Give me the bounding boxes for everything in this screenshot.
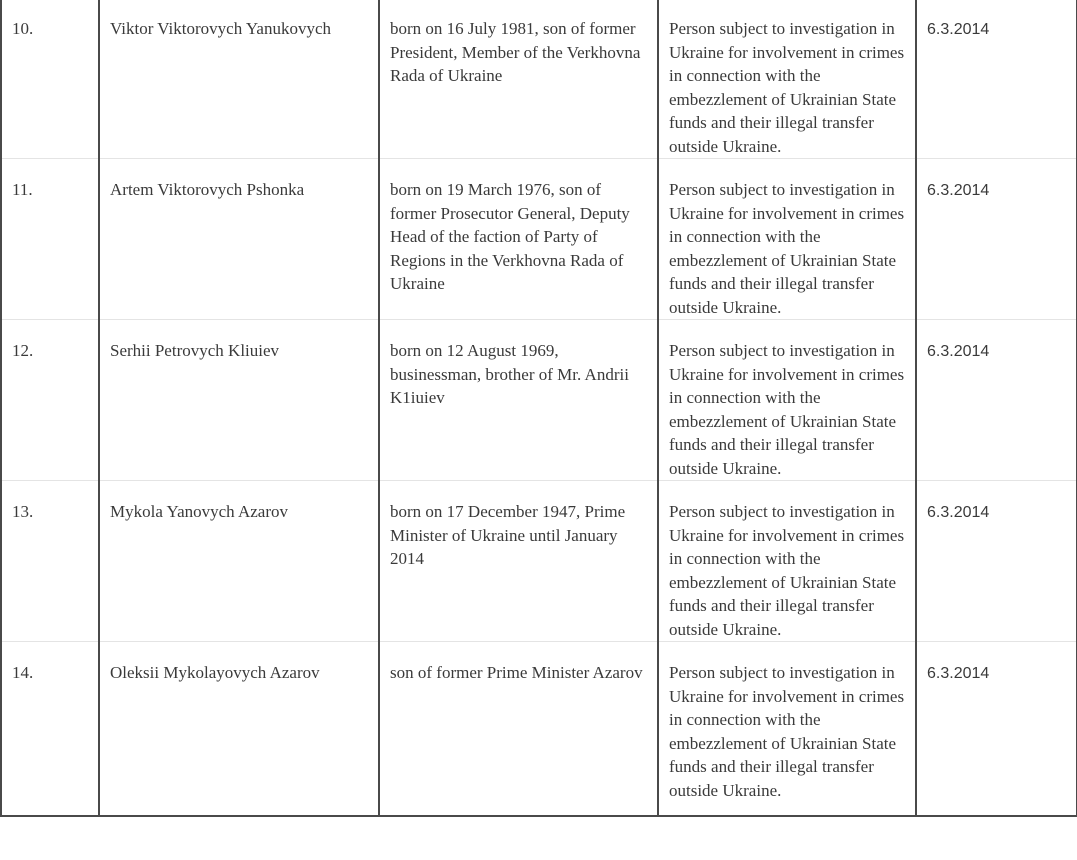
- listing-date-cell: [916, 159, 1077, 320]
- table-row: [1, 642, 1077, 816]
- listing-date-cell: [916, 481, 1077, 642]
- table-row: [1, 159, 1077, 320]
- table-row: [1, 320, 1077, 481]
- table-row: [1, 0, 1077, 159]
- reasons-cell: Person subject to investigation in Ukraine for involvement in crimes in connection with the embezzlement of Ukrainian State funds and their illegal transfer outside Ukraine.: [658, 320, 916, 481]
- person-name-cell: Viktor Viktorovych Yanukovych: [99, 0, 379, 159]
- listing-date-cell: [916, 320, 1077, 481]
- table-row: [1, 481, 1077, 642]
- person-name-cell: Artem Viktorovych Pshonka: [99, 159, 379, 320]
- row-number-cell: 10.: [1, 0, 99, 159]
- row-number-cell: 11.: [1, 159, 99, 320]
- identifying-info-cell: born on 19 March 1976, son of former Prosecutor General, Deputy Head of the faction of Party of Regions in the Verkhovna Rada of Ukraine: [379, 159, 658, 320]
- reasons-cell: Person subject to investigation in Ukraine for involvement in crimes in connection with the embezzlement of Ukrainian State funds and their illegal transfer outside Ukraine.: [658, 642, 916, 816]
- row-number-cell: 13.: [1, 481, 99, 642]
- listing-date: 6.3.2014: [927, 182, 990, 199]
- reasons-cell: Person subject to investigation in Ukraine for involvement in crimes in connection with the embezzlement of Ukrainian State funds and their illegal transfer outside Ukraine.: [658, 159, 916, 320]
- identifying-info-cell: born on 17 December 1947, Prime Minister of Ukraine until January 2014: [379, 481, 658, 642]
- listing-date: 6.3.2014: [927, 343, 990, 360]
- person-name-cell: Oleksii Mykolayovych Azarov: [99, 642, 379, 816]
- listing-date-cell: [916, 0, 1077, 159]
- listing-date: 6.3.2014: [927, 665, 990, 682]
- row-number-cell: 12.: [1, 320, 99, 481]
- identifying-info-cell: born on 12 August 1969, businessman, brother of Mr. Andrii K1iuiev: [379, 320, 658, 481]
- row-number-cell: 14.: [1, 642, 99, 816]
- listing-date: 6.3.2014: [927, 21, 990, 38]
- identifying-info-cell: born on 16 July 1981, son of former President, Member of the Verkhovna Rada of Ukraine: [379, 0, 658, 159]
- reasons-cell: Person subject to investigation in Ukraine for involvement in crimes in connection with the embezzlement of Ukrainian State funds and their illegal transfer outside Ukraine.: [658, 0, 916, 159]
- person-name-cell: Serhii Petrovych Kliuiev: [99, 320, 379, 481]
- identifying-info-cell: son of former Prime Minister Azarov: [379, 642, 658, 816]
- listing-date: 6.3.2014: [927, 504, 990, 521]
- reasons-cell: Person subject to investigation in Ukraine for involvement in crimes in connection with the embezzlement of Ukrainian State funds and their illegal transfer outside Ukraine.: [658, 481, 916, 642]
- listing-date-cell: [916, 642, 1077, 816]
- person-name-cell: Mykola Yanovych Azarov: [99, 481, 379, 642]
